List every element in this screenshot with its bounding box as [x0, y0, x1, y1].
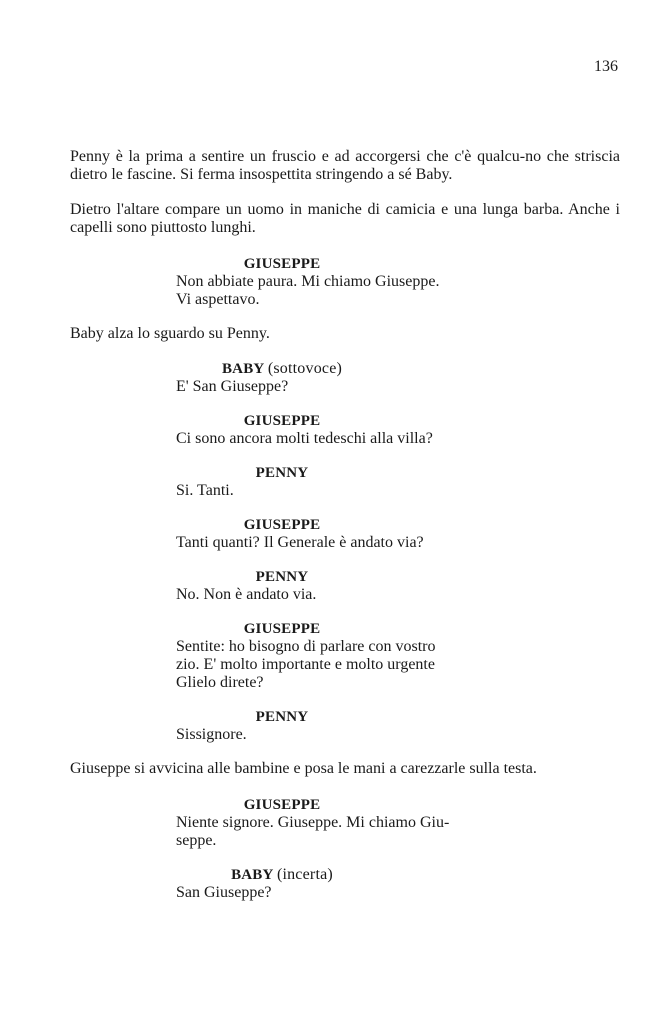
dialogue-line: Niente signore. Giuseppe. Mi chiamo Giu- [176, 814, 450, 831]
dialogue-block [70, 255, 620, 309]
character-name [70, 796, 494, 814]
dialogue-block [70, 464, 620, 500]
character-label: BABY [231, 867, 273, 883]
dialogue-line: Non abbiate paura. Mi chiamo Giuseppe. [176, 273, 440, 290]
dialogue-line: Ci sono ancora molti tedeschi alla villa? [176, 430, 433, 447]
action-paragraph: Giuseppe si avvicina alle bambine e posa le mani a carezzarle sulla testa. [70, 760, 537, 777]
dialogue-block [70, 620, 620, 692]
dialogue-line: San Giuseppe? [176, 884, 272, 901]
action-paragraph: Baby alza lo sguardo su Penny. [70, 325, 270, 342]
dialogue-block [70, 866, 620, 902]
character-name [70, 708, 494, 726]
character-name [70, 516, 494, 534]
character-name [70, 464, 494, 482]
character-label: PENNY [255, 569, 309, 585]
character-name [70, 412, 494, 430]
parenthetical: (incerta) [276, 866, 333, 883]
dialogue-line: Sissignore. [176, 726, 247, 743]
character-label: BABY [221, 361, 264, 377]
character-label: GIUSEPPE [243, 413, 321, 429]
dialogue-line: No. Non è andato via. [176, 586, 317, 603]
page-number: 136 [594, 58, 618, 75]
character-name [70, 620, 494, 638]
character-label: GIUSEPPE [243, 256, 321, 272]
action-paragraph: Dietro l'altare compare un uomo in maniche di camicia e una lunga barba. Anche i capelli sono piuttosto lunghi. [70, 201, 620, 236]
character-label: GIUSEPPE [243, 797, 321, 813]
dialogue-block [70, 568, 620, 604]
dialogue-line: seppe. [176, 832, 217, 849]
dialogue-line: Glielo direte? [176, 674, 264, 691]
dialogue-line: Si. Tanti. [176, 482, 234, 499]
dialogue-block [70, 796, 620, 850]
character-name [70, 568, 494, 586]
script-content [70, 148, 620, 918]
dialogue-block [70, 516, 620, 552]
action-paragraph: Penny è la prima a sentire un fruscio e ad accorgersi che c'è qualcu-no che striscia dietro le fascine. Si ferma insospettita stringendo a sé Baby. [70, 148, 620, 183]
dialogue-block [70, 360, 620, 396]
character-label: PENNY [255, 465, 309, 481]
parenthetical: (sottovoce) [267, 360, 343, 377]
dialogue-line: Tanti quanti? Il Generale è andato via? [176, 534, 424, 551]
dialogue-line: E' San Giuseppe? [176, 378, 289, 395]
dialogue-line: zio. E' molto importante e molto urgente [176, 656, 435, 673]
character-name [70, 255, 494, 273]
dialogue-line: Vi aspettavo. [176, 291, 260, 308]
character-name [70, 360, 494, 378]
character-label: GIUSEPPE [243, 517, 321, 533]
character-label: GIUSEPPE [243, 621, 321, 637]
dialogue-block [70, 412, 620, 448]
dialogue-block [70, 708, 620, 744]
character-name [70, 866, 494, 884]
character-label: PENNY [255, 709, 309, 725]
dialogue-line: Sentite: ho bisogno di parlare con vostro [176, 638, 436, 655]
